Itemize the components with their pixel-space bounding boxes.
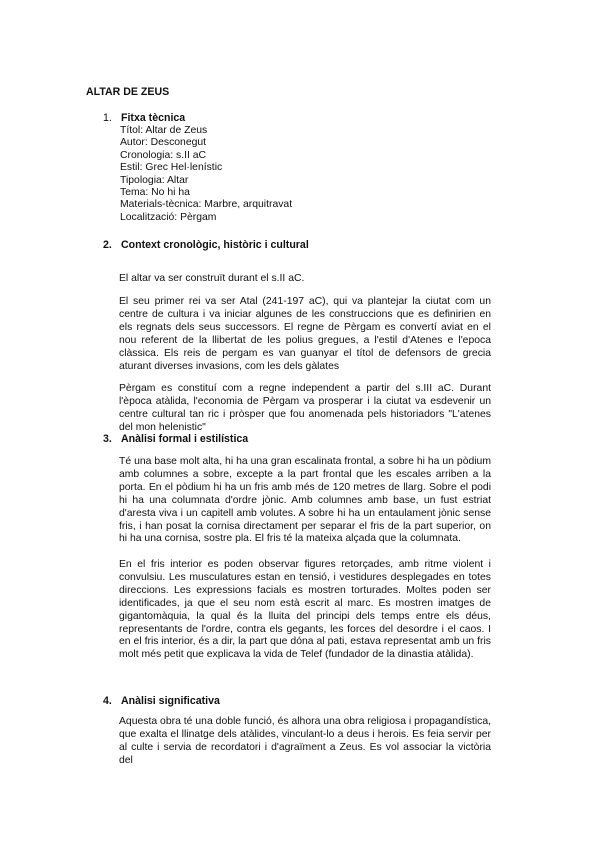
section-4-title: Anàlisi significativa <box>121 695 220 707</box>
technical-sheet-item: Títol: Altar de Zeus <box>120 125 208 136</box>
section-3-heading <box>103 433 248 446</box>
section-4-number: 4. <box>103 695 112 707</box>
technical-sheet-item: Autor: Desconegut <box>120 137 207 149</box>
technical-sheet-item: Tipologia: Altar <box>120 174 189 186</box>
document-title: ALTAR DE ZEUS <box>86 86 170 98</box>
section-2-title: Context cronològic, històric i cultural <box>121 239 309 251</box>
section-1-number: 1. <box>103 112 112 124</box>
section-4-paragraph: Aquesta obra té una doble funció, és alhora una obra religiosa i propagandística, que exalta el llinatge dels atàlides, vinculant-lo a deus i herois. Es feia servir per al culte i servia de recordatori i d'agraïment a Zeus. Es vol associar la victòria del <box>119 716 491 766</box>
technical-sheet-item: Cronologia: s.II aC <box>120 149 207 161</box>
technical-sheet-item: Estil: Grec Hel·lenístic <box>120 162 223 174</box>
section-1-title: Fitxa tècnica <box>121 112 186 124</box>
section-3-number: 3. <box>103 433 112 445</box>
section-2-paragraph: Pèrgam es constituí com a regne independent a partir del s.III aC. Durant l'època atàlida, l'economia de Pèrgam va prosperar i la ciutat va esdevenir un centre cultural tan ric i pròsper que fou anomenada pels historiadors "L'atenes del mon helenistic" <box>119 383 491 433</box>
section-2-heading <box>103 239 309 252</box>
section-2-paragraph: El seu primer rei va ser Atal (241-197 aC), qui va plantejar la ciutat com un centre de cultura i va iniciar algunes de les construccions que es definirien en els regnats dels seus successors. El regne de Pèrgam es convertí aviat en el nou referent de la llibertat de les polius gregues, a l'estil d'Atenes e l'epoca clàssica. Els reis de pergam es van guanyar el títol de defensors de grecia aturant diverses invasions, com les dels gàlates <box>119 296 491 372</box>
technical-sheet-item: Localització: Pèrgam <box>120 211 217 223</box>
section-3-paragraph: En el fris interior es poden observar figures retorçades, amb ritme violent i convulsiu. Les musculatures estan en tensió, i vestidures desplegades en totes direccions. Les expressions facials es mostren torturades. Moltes poden ser identificades, ja que el seu nom està escrit al marc. Es mostren imatges de gigantomàquia, la qual és la lluita del principi dels temps entre els déus, representants de l'ordre, contra els gegants, les forces del desordre i el caos. I en el fris interior, és a dir, la part que dóna al pati, estava representat amb un fris molt més petit que explicava la vida de Telef (fundador de la dinastia atàlida). <box>119 559 491 661</box>
section-3-paragraph: Té una base molt alta, hi ha una gran escalinata frontal, a sobre hi ha un pòdium amb columnes a sobre, excepte a la part frontal que les escales arriben a la porta. En el pòdium hi ha un fris amb més de 120 metres de llarg. Sobre el podi hi ha una columnata d'ordre jònic. Amb columnes amb base, un fust estriat d'aresta viva i un capitell amb volutes. A sobre hi ha un entaulament jònic sense fris, i han posat la cornisa directament per separar el fris de la part superior, on hi ha una cornisa, sostre pla. El fris té la mateixa alçada que la columnata. <box>119 456 491 545</box>
technical-sheet-item: Tema: No hi ha <box>120 186 190 198</box>
section-2-number: 2. <box>103 239 112 251</box>
technical-sheet-list <box>120 125 292 224</box>
section-3-title: Anàlisi formal i estilística <box>121 433 249 445</box>
section-2-paragraph: El altar va ser construït durant el s.II aC. <box>119 273 305 284</box>
section-4-heading <box>103 695 220 708</box>
section-1-heading <box>103 112 185 125</box>
technical-sheet-item: Materials-tècnica: Marbre, arquitravat <box>120 199 293 211</box>
